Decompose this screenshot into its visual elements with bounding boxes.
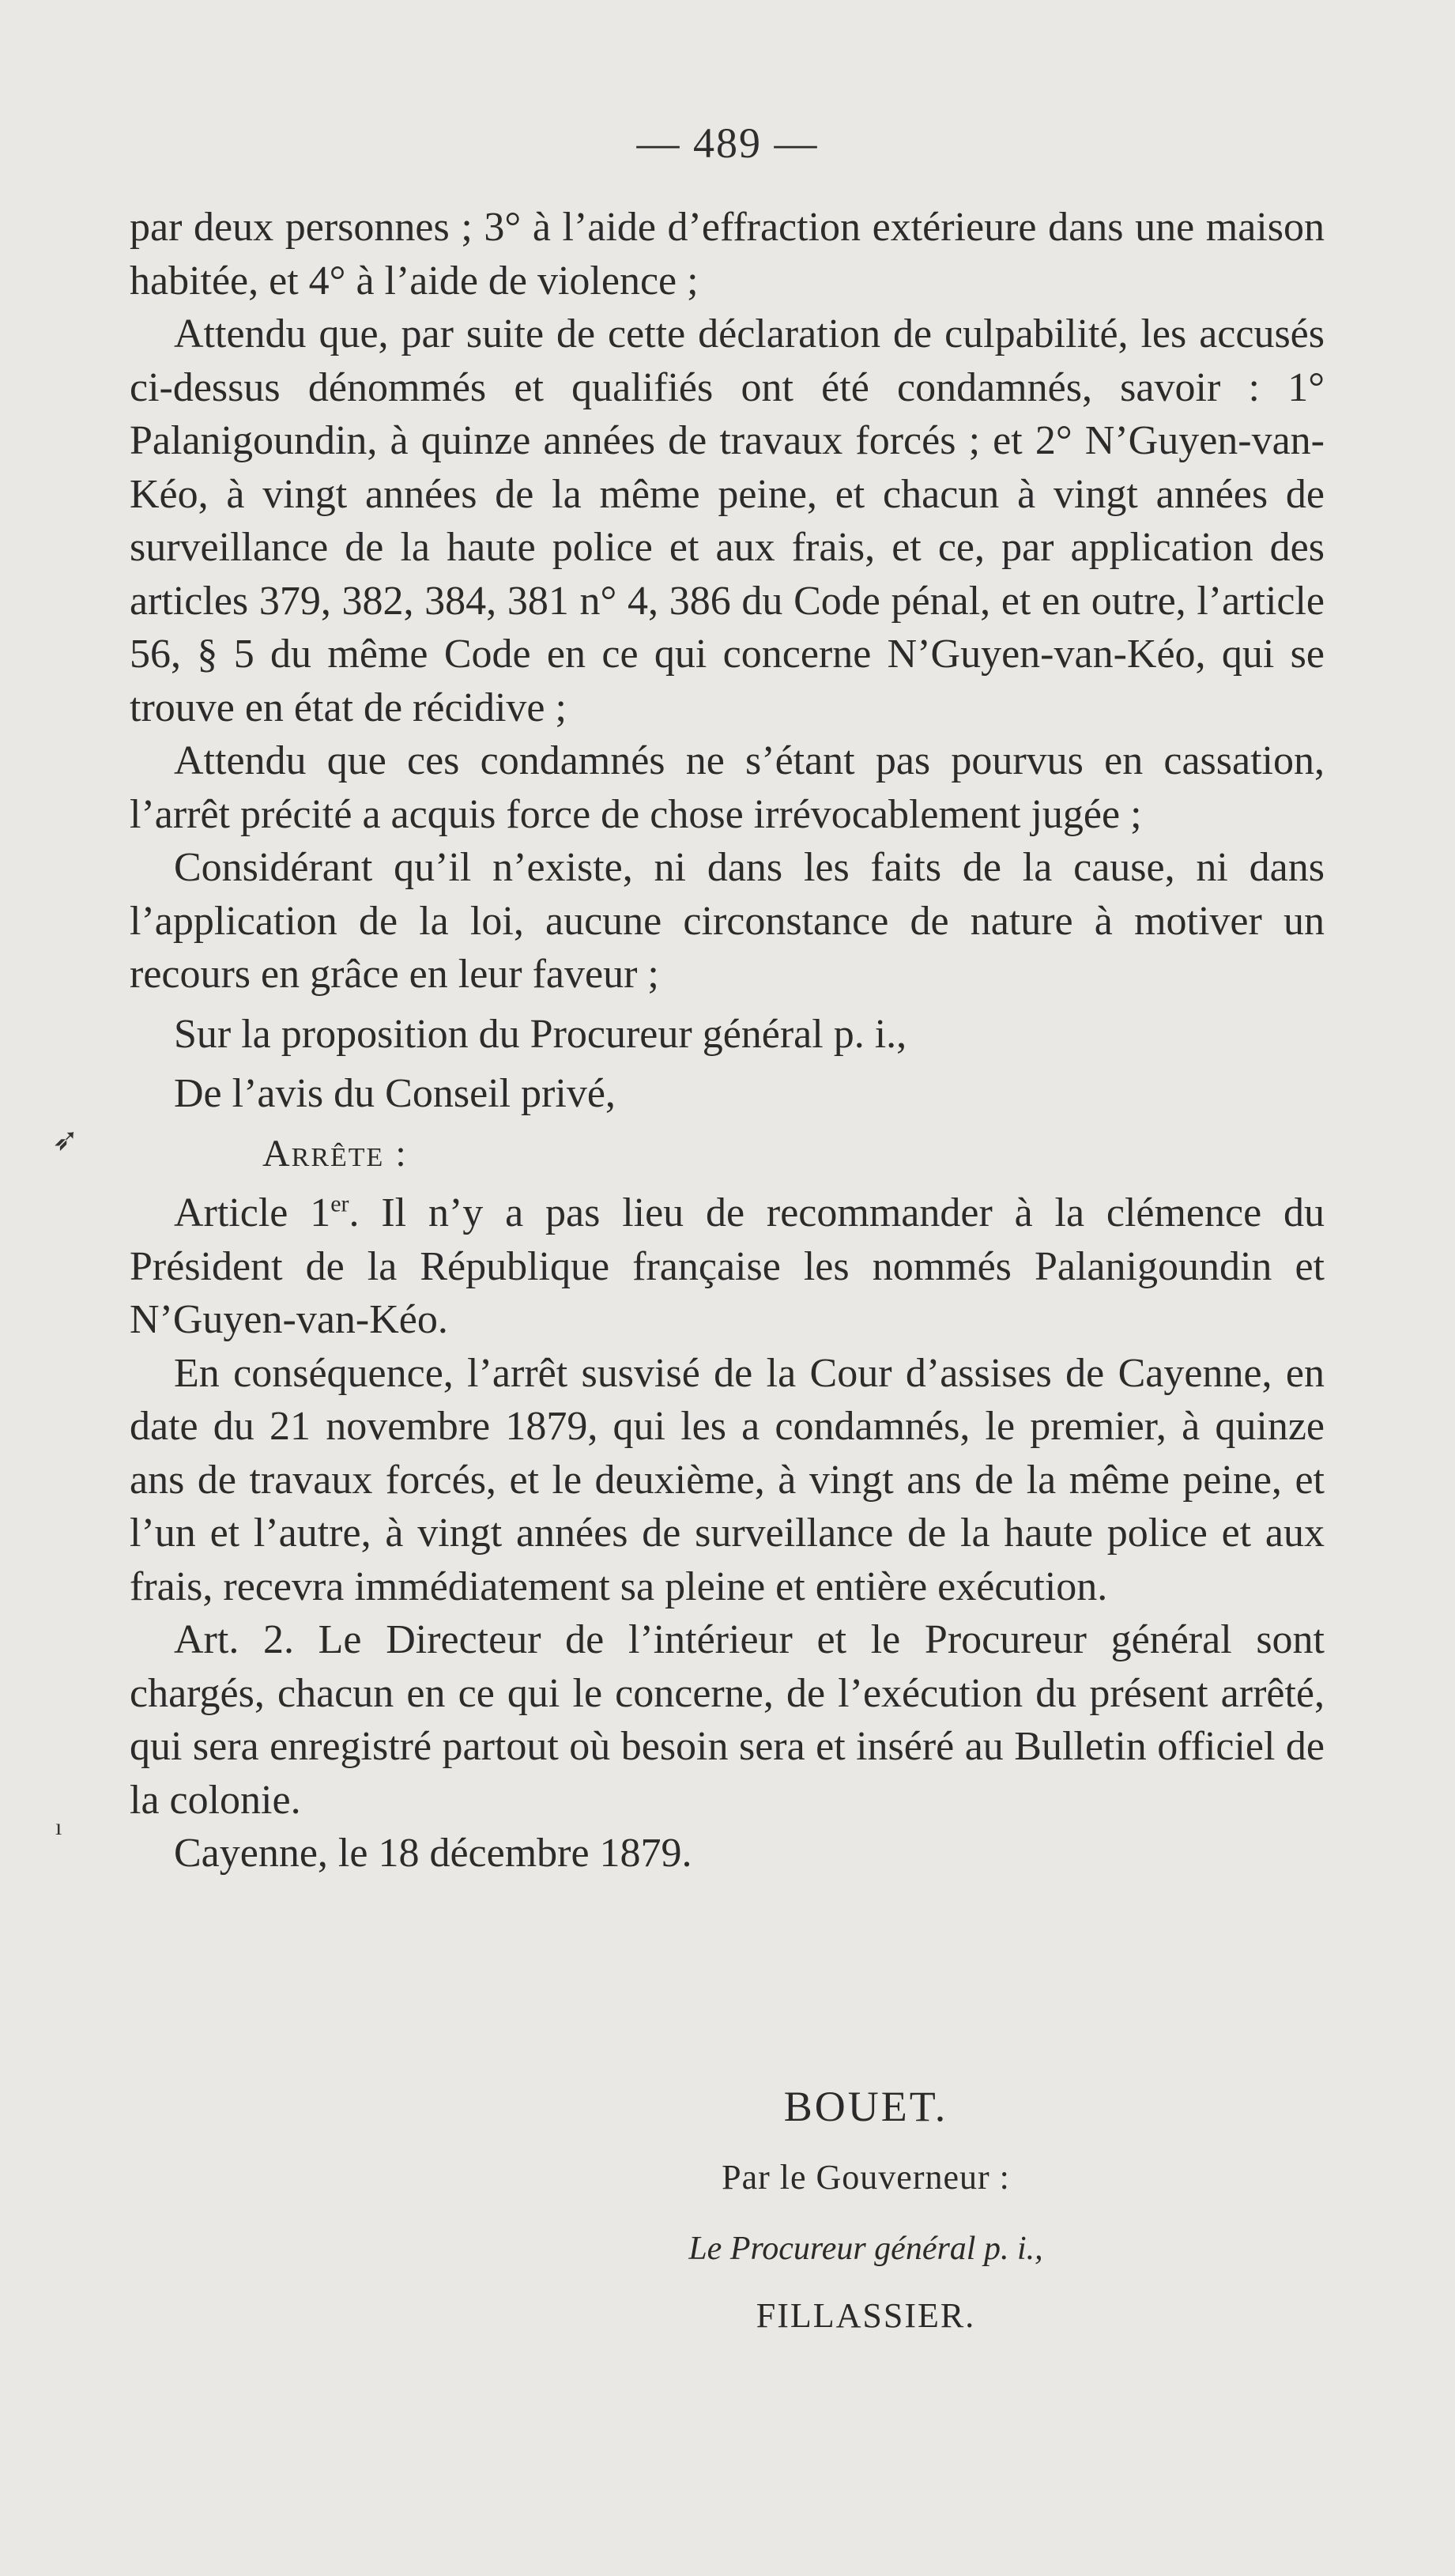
- article-1-text: . Il n’y a pas lieu de recommander à la clémence du Président de la République française les nommés Palanigoundin et N’Guyen-van-Kéo.: [130, 1190, 1325, 1342]
- article-2: Art. 2. Le Directeur de l’intérieur et le Procureur général sont chargés, chacun en ce qui le concerne, de l’exécution du présent arrêté, qui sera enregistré partout où besoin sera et inséré au Bulletin officiel de la colonie.: [130, 1617, 1325, 1823]
- paragraph-continuation: par deux personnes ; 3° à l’aide d’effraction extérieure dans une maison habitée, et 4° à l’aide de violence ;: [130, 205, 1325, 304]
- article-1-label: Article 1: [174, 1190, 331, 1235]
- margin-dot-mark: ı: [55, 1814, 62, 1840]
- page-number: — 489 —: [636, 119, 819, 167]
- date-line: Cayenne, le 18 décembre 1879.: [174, 1831, 692, 1876]
- article-1-superscript: er: [330, 1190, 349, 1217]
- paragraph-attendu-culpabilite: Attendu que, par suite de cette déclaration de culpabilité, les accusés ci-dessus dénommés et qualifiés ont été condamnés, savoir : 1° Palanigoundin, à quinze années de travaux forcés ; et 2° N’Guyen-van-Kéo, à vingt années de la même peine, et chacun à vingt années de surveillance de la haute police et aux frais, et ce, par application des articles 379, 382, 384, 381 n° 4, 386 du Code pénal, et en outre, l’article 56, § 5 du même Code en ce qui concerne N’Guyen-van-Kéo, qui se trouve en état de récidive ;: [130, 311, 1325, 730]
- document-body: [130, 201, 1325, 1880]
- article-1: [130, 1186, 1325, 1347]
- paragraph-avis: De l’avis du Conseil privé,: [174, 1071, 616, 1116]
- signature-block: [0, 2071, 1455, 2348]
- paragraph-attendu-cassation: Attendu que ces condamnés ne s’étant pas pourvus en cassation, l’arrêt précité a acquis force de chose irrévocablement jugée ;: [130, 738, 1325, 837]
- procureur-signature: FILLASSIER.: [756, 2296, 976, 2335]
- arrete-heading: Arrête :: [262, 1132, 408, 1175]
- procureur-title: Le Procureur général p. i.,: [688, 2231, 1043, 2267]
- margin-arrow-mark: ➶: [52, 1122, 79, 1157]
- paragraph-consequence: En conséquence, l’arrêt susvisé de la Cour d’assises de Cayenne, en date du 21 novembre 1879, qui les a condamnés, le premier, à quinze ans de travaux forcés, et le deuxième, à vingt ans de la même peine, et l’un et l’autre, à vingt années de surveillance de la haute police et aux frais, recevra immédiatement sa pleine et entière exécution.: [130, 1350, 1325, 1609]
- paragraph-considerant: Considérant qu’il n’existe, ni dans les faits de la cause, ni dans l’application de la loi, aucune circonstance de nature à motiver un recours en grâce en leur faveur ;: [130, 845, 1325, 997]
- paragraph-proposition: Sur la proposition du Procureur général p. i.,: [174, 1011, 907, 1057]
- governor-signature: BOUET.: [783, 2083, 948, 2130]
- par-le-gouverneur: Par le Gouverneur :: [722, 2158, 1010, 2197]
